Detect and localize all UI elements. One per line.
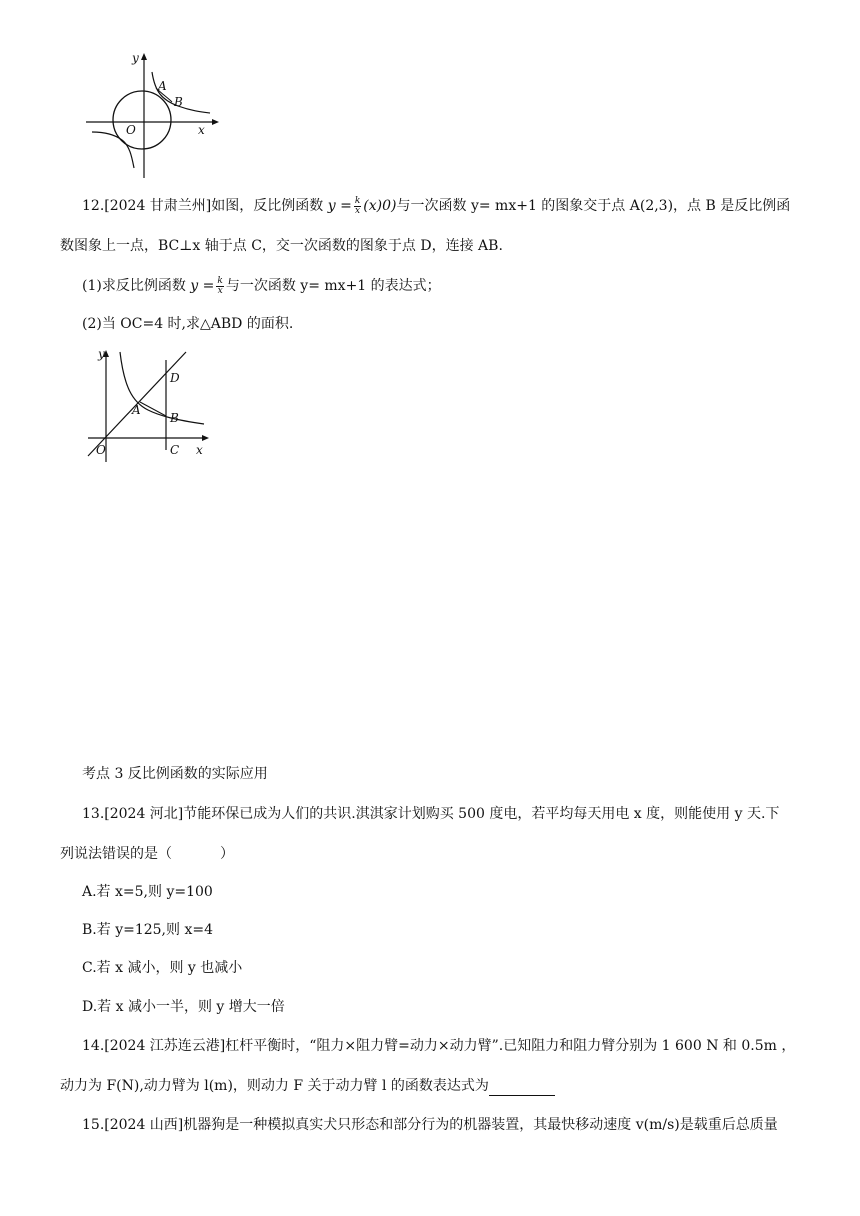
section-title: 考点 3 反比例函数的实际应用 (82, 766, 268, 782)
q13-option-d: D.若 x 减小一半，则 y 增大一倍 (82, 999, 285, 1015)
q14-stem: 动力为 F(N),动力臂为 l(m)，则动力 F 关于动力臂 l 的函数表达式为 (60, 1078, 489, 1094)
q15-line1: 15.[2024 山西]机器狗是一种模拟真实犬只形态和部分行为的机器装置，其最快移动速度 v(m/s)是载重后总质量 (82, 1117, 778, 1133)
q12-part1-rest: 与一次函数 y= mx+1 的表达式； (225, 278, 441, 294)
q13-option-c: C.若 x 减小，则 y 也减小 (82, 960, 243, 976)
q13-close-paren: ） (220, 846, 234, 862)
figure-line-hyperbola (84, 346, 214, 464)
figure-circle-hyperbola (82, 50, 222, 180)
q13-stem: 列说法错误的是（ (60, 846, 172, 862)
label-o: O (96, 443, 106, 457)
q13-line1: 13.[2024 河北]节能环保已成为人们的共识.淇淇家计划购买 500 度电，若平均每天用电 x 度，则能使用 y 天.下 (82, 806, 780, 822)
q12-part1-func: y = (190, 278, 215, 294)
label-b: B (170, 411, 179, 425)
label-x: x (198, 123, 205, 137)
q12-part2: (2)当 OC=4 时,求△ABD 的面积. (82, 316, 294, 332)
label-x: x (196, 443, 203, 457)
q12-part1-prefix: (1)求反比例函数 (82, 278, 186, 294)
fraction-numerator: k (217, 275, 223, 286)
x-axis-arrow (202, 435, 209, 441)
label-a: A (158, 79, 167, 93)
q12-line2: 数图象上一点，BC⊥x 轴于点 C，交一次函数的图象于点 D，连接 AB. (60, 238, 503, 254)
q14-line1: 14.[2024 江苏连云港]杠杆平衡时，“阻力×阻力臂=动力×动力臂”.已知阻力和阻力臂分别为 1 600 N 和 0.5m ， (82, 1038, 796, 1054)
answer-blank[interactable] (489, 1081, 555, 1096)
q13-option-a: A.若 x=5,则 y=100 (82, 884, 213, 900)
q12-line1 (82, 196, 790, 216)
q12-fraction (354, 197, 361, 216)
label-a: A (132, 403, 141, 417)
q12-func-y: y = (327, 198, 352, 214)
q13-line2 (60, 844, 234, 864)
label-b: B (174, 95, 183, 109)
label-o: O (126, 123, 136, 137)
label-y: y (132, 51, 139, 65)
q12-part1-fraction (216, 277, 223, 296)
segment-ab (140, 402, 166, 416)
fraction-numerator: k (354, 195, 361, 206)
hyperbola-branch-2 (92, 132, 134, 168)
q12-rest: 与一次函数 y= mx+1 的图象交于点 A(2,3)，点 B 是反比例函 (396, 198, 791, 214)
label-d: D (170, 371, 180, 385)
q12-prefix: 12.[2024 甘肃兰州]如图，反比例函数 (82, 198, 324, 214)
label-y: y (98, 347, 105, 361)
fraction-denominator: x (355, 205, 361, 216)
fraction-denominator: x (217, 285, 223, 296)
x-axis-arrow (212, 119, 219, 125)
q12-part1 (82, 276, 441, 296)
y-axis-arrow (141, 53, 147, 60)
q14-line2 (60, 1076, 555, 1096)
label-c: C (170, 443, 180, 457)
q13-option-b: B.若 y=125,则 x=4 (82, 922, 213, 938)
q12-condition: (x)0) (363, 198, 397, 214)
